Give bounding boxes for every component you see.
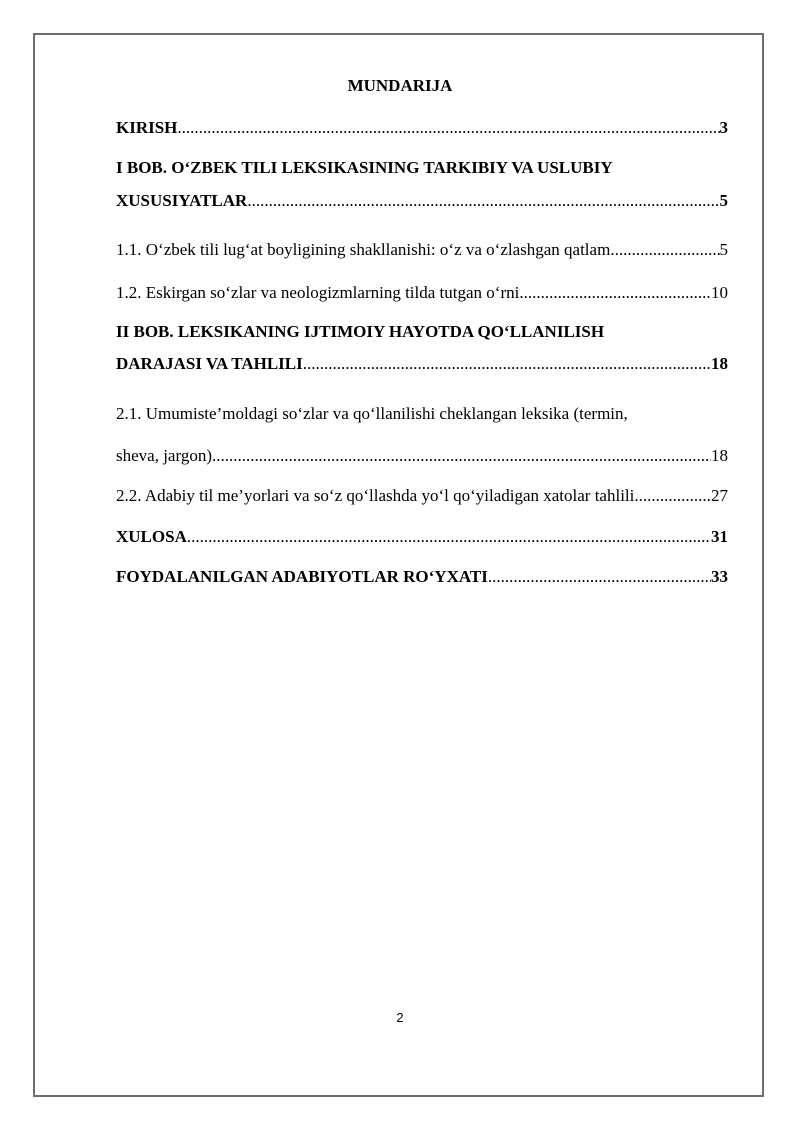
dot-leader	[488, 566, 711, 588]
toc-entry-xulosa[interactable]	[116, 526, 728, 548]
toc-entry-page: 33	[711, 567, 728, 586]
page-number: 2	[396, 1010, 404, 1025]
toc-entry-section-2-2[interactable]	[116, 485, 728, 507]
dot-leader	[519, 282, 711, 304]
toc-entry-page: 10	[711, 283, 728, 302]
toc-entry-label: FOYDALANILGAN ADABIYOTLAR RO‘YXATI	[116, 567, 488, 586]
toc-section-2-1-line1[interactable]: 2.1. Umumiste’moldagi so‘zlar va qo‘llanilishi cheklangan leksika (termin,	[116, 404, 628, 423]
toc-entry-page: 18	[711, 354, 728, 373]
toc-entry-label: 2.2. Adabiy til me’yorlari va so‘z qo‘llashda yo‘l qo‘yiladigan xatolar tahlili	[116, 486, 635, 505]
toc-entry-page: 5	[719, 240, 728, 259]
dot-leader	[177, 117, 719, 139]
toc-title: MUNDARIJA	[347, 76, 453, 95]
toc-entry-page: 5	[719, 191, 728, 210]
toc-entry-label: XULOSA	[116, 527, 187, 546]
toc-entry-label: 1.1. O‘zbek tili lug‘at boyligining shakllanishi: o‘z va o‘zlashgan qatlam	[116, 240, 611, 259]
toc-entry-label: DARAJASI VA TAHLILI	[116, 354, 303, 373]
toc-chapter2-line1[interactable]: II BOB. LEKSIKANING IJTIMOIY HAYOTDA QO‘LLANILISH	[116, 322, 605, 341]
dot-leader	[303, 353, 711, 375]
toc-entry-chapter1[interactable]	[116, 190, 728, 212]
toc-entry-section-1-1[interactable]	[116, 239, 728, 261]
toc-entry-label: KIRISH	[116, 118, 178, 137]
toc-entry-page: 3	[719, 118, 728, 137]
dot-leader	[187, 526, 711, 548]
toc-entry-section-2-1[interactable]	[116, 445, 728, 467]
dot-leader	[634, 485, 711, 507]
toc-entry-section-1-2[interactable]	[116, 282, 728, 304]
toc-entry-page: 18	[711, 446, 728, 465]
toc-entry-page: 27	[711, 486, 728, 505]
toc-entry-references[interactable]	[116, 566, 728, 588]
toc-entry-label: sheva, jargon)	[116, 446, 212, 465]
dot-leader	[247, 190, 719, 212]
toc-entry-label: 1.2. Eskirgan so‘zlar va neologizmlarning tilda tutgan o‘rni	[116, 283, 520, 302]
dot-leader	[212, 445, 711, 467]
toc-entry-label: XUSUSIYATLAR	[116, 191, 248, 210]
dot-leader	[610, 239, 719, 261]
toc-entry-page: 31	[711, 527, 728, 546]
toc-entry-chapter2[interactable]	[116, 353, 728, 375]
toc-entry-kirish[interactable]	[116, 117, 728, 139]
table-of-contents	[116, 0, 728, 1131]
toc-chapter1-line1[interactable]: I BOB. O‘ZBEK TILI LEKSIKASINING TARKIBIY VA USLUBIY	[116, 158, 613, 177]
